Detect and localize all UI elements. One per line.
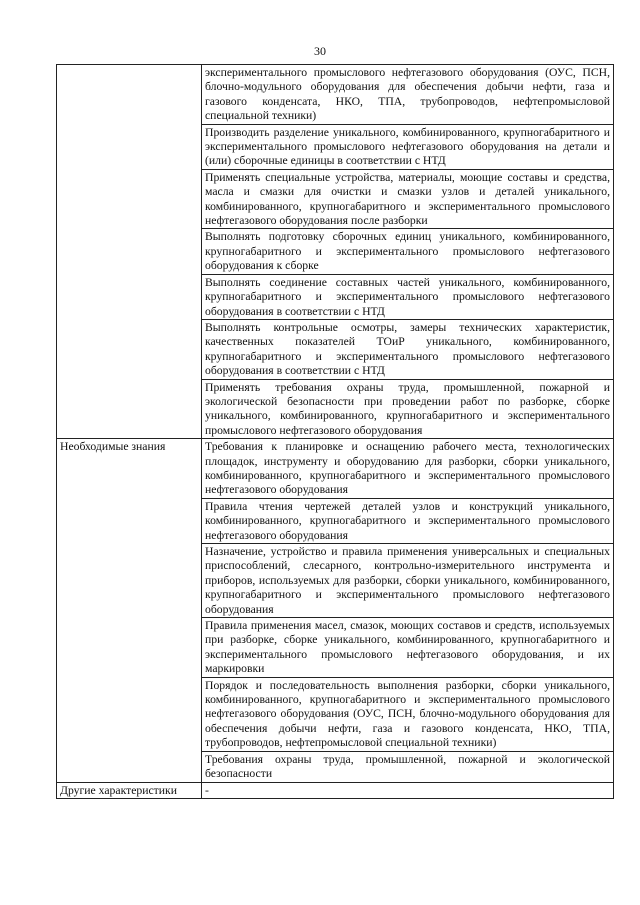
other-characteristics-value: - [202,782,614,798]
knowledge-item: Правила применения масел, смазок, моющих составов и средств, используемых при разборке, сборке уникального, комбинированного, крупногабаритного и экспериментального промыслового нефтегазового оборудования, и их маркировки [202,618,614,678]
knowledge-item: Требования к планировке и оснащению рабочего места, технологических площадок, инструменту и оборудованию для разборки, сборки уникального, комбинированного, крупногабаритного и экспериментального промыслового нефтегазового оборудования [202,439,614,499]
knowledge-item: Назначение, устройство и правила применения универсальных и специальных приспособлений, слесарного, контрольно-измерительного инструмента и приборов, используемых для разборки, сборки уникального, комбинированного, крупногабаритного и экспериментального промыслового нефтегазового оборудования [202,544,614,618]
requirement-item: Применять специальные устройства, материалы, моющие составы и средства, масла и смазки для очистки и смазки узлов и деталей уникального, комбинированного, крупногабаритного и экспериментального промыслового нефтегазового оборудования после разборки [202,169,614,229]
knowledge-item: Правила чтения чертежей деталей узлов и конструкций уникального, комбинированного, крупногабаритного и экспериментального промыслового нефтегазового оборудования [202,498,614,543]
section-label-required-knowledge: Необходимые знания [57,439,202,782]
requirement-item: Применять требования охраны труда, промышленной, пожарной и экологической безопасности при проведении работ по разборке, сборке уникального, комбинированного, крупногабаритного и экспериментального промыслового нефтегазового оборудования [202,379,614,439]
section-label-other-characteristics: Другие характеристики [57,782,202,798]
requirement-item: Выполнять соединение составных частей уникального, комбинированного, крупногабаритного и экспериментального промыслового нефтегазового оборудования в соответствии с НТД [202,274,614,319]
table-row [57,782,614,798]
page-number: 30 [314,44,326,58]
table-row [57,65,614,125]
requirement-item: экспериментального промыслового нефтегазового оборудования (ОУС, ПСН, блочно-модульного оборудования для обеспечения добычи нефти, газа и газового конденсата, НКО, ТПА, трубопроводов, нефтепромысловой специальной техники) [202,65,614,125]
requirement-item: Выполнять контрольные осмотры, замеры технических характеристик, качественных показателей ТОиР уникального, комбинированного, крупногабаритного и экспериментального промыслового нефтегазового оборудования в соответствии с НТД [202,319,614,379]
requirements-table [56,64,614,799]
section-label [57,65,202,439]
knowledge-item: Порядок и последовательность выполнения разборки, сборки уникального, комбинированного, крупногабаритного и экспериментального промыслового нефтегазового оборудования (ОУС, ПСН, блочно-модульного оборудования для обеспечения добычи нефти, газа и газового конденсата, НКО, ТПА, трубопроводов, нефтепромысловой специальной техники) [202,677,614,751]
knowledge-item: Требования охраны труда, промышленной, пожарной и экологической безопасности [202,751,614,782]
requirement-item: Производить разделение уникального, комбинированного, крупногабаритного и экспериментального промыслового нефтегазового оборудования на детали и (или) сборочные единицы в соответствии с НТД [202,124,614,169]
requirement-item: Выполнять подготовку сборочных единиц уникального, комбинированного, крупногабаритного и экспериментального промыслового нефтегазового оборудования к сборке [202,229,614,274]
table-row [57,439,614,499]
